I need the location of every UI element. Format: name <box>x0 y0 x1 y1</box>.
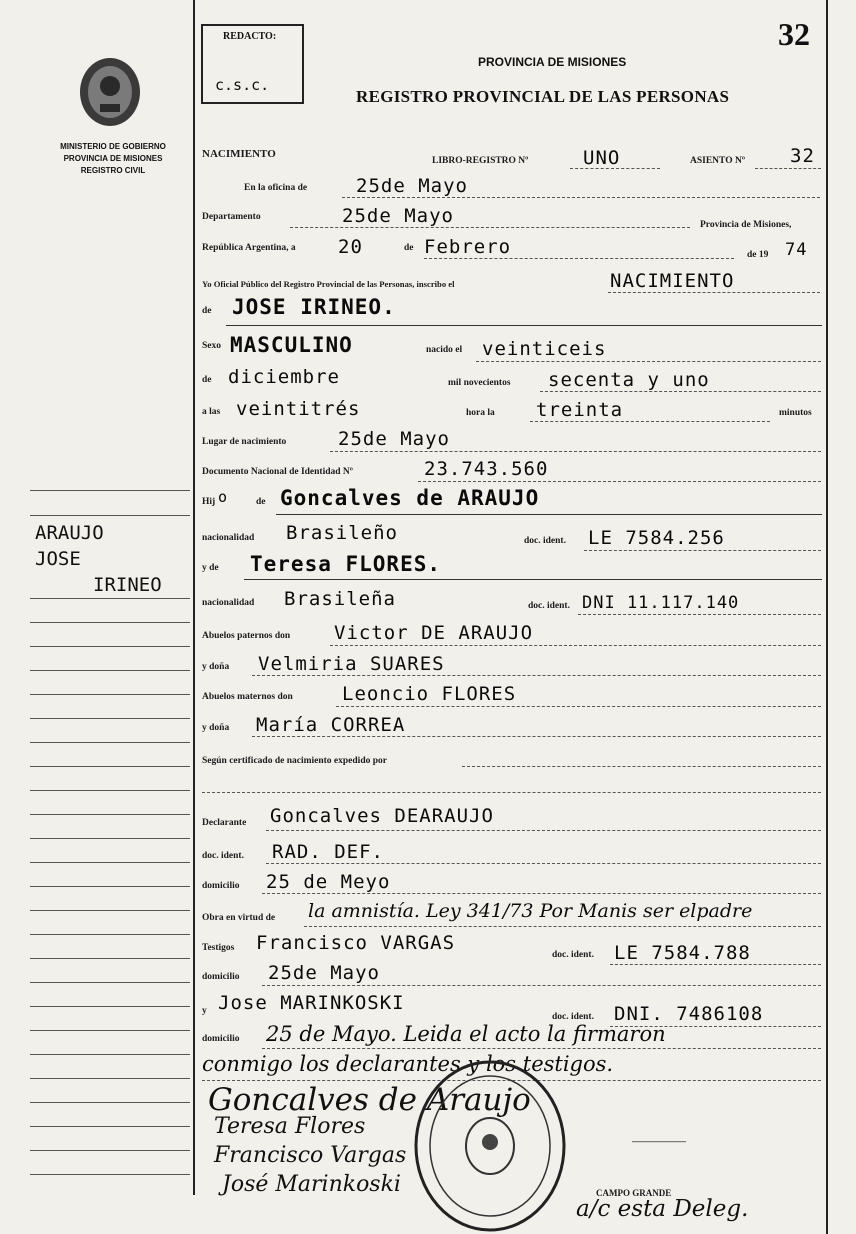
horas-label: hora la <box>466 408 495 418</box>
declarante-label: Declarante <box>202 818 247 828</box>
departamento-value: 25de Mayo <box>342 205 454 227</box>
y-label: y <box>202 1006 207 1016</box>
obra-label: Obra en virtud de <box>202 913 276 923</box>
y-de-label: y de <box>202 563 219 573</box>
official-stamp-text: —————— <box>632 1136 686 1146</box>
nac-padre-value: Brasileño <box>286 522 398 544</box>
official-seal-icon <box>412 1058 568 1234</box>
testigos-label: Testigos <box>202 943 235 953</box>
provincia-label: Provincia de Misiones, <box>700 220 792 230</box>
dni-value: 23.743.560 <box>424 458 549 480</box>
margin-middlename: IRINEO <box>93 574 162 596</box>
de2-label: de <box>202 306 212 316</box>
dom-t1-value: 25de Mayo <box>268 962 380 984</box>
province-label: PROVINCIA DE MISIONES <box>63 154 163 163</box>
nac-madre-value: Brasileña <box>284 588 396 610</box>
departamento-label: Departamento <box>202 212 261 222</box>
ministry-label: MINISTERIO DE GOBIERNO <box>60 142 166 151</box>
margin-divider <box>193 0 195 1195</box>
segun-label: Según certificado de nacimiento expedido por <box>202 756 387 766</box>
doc-t1-label: doc. ident. <box>552 950 594 960</box>
abuelos-pat-label: Abuelos paternos don <box>202 631 291 641</box>
doc-padre-label: doc. ident. <box>524 536 566 546</box>
abuela-pat-value: Velmiria SUARES <box>258 653 445 675</box>
doc-t2-label: doc. ident. <box>552 1012 594 1022</box>
padre-value: Goncalves de ARAUJO <box>280 486 540 510</box>
signature-witness-1: Francisco Vargas <box>214 1143 407 1168</box>
abuelos-mat-label: Abuelos maternos don <box>202 692 293 702</box>
obra-value: la amnistía. Ley 341/73 Por Manis ser elpadre <box>308 900 753 922</box>
signature-witness-2: José Marinkoski <box>222 1172 401 1197</box>
anio-label: de 19 <box>747 250 769 260</box>
documento-label: Documento Nacional de Identidad Nº <box>202 467 353 477</box>
asiento-label: ASIENTO Nº <box>690 156 745 166</box>
redactor-initials: c.s.c. <box>215 76 270 94</box>
dom-decl-label: domicilio <box>202 881 240 891</box>
madre-value: Teresa FLORES. <box>250 552 442 576</box>
hijo-suffix: o <box>218 488 229 506</box>
redactor-box <box>201 24 304 104</box>
inscribe-value: NACIMIENTO <box>610 270 735 292</box>
doc-t1-value: LE 7584.788 <box>614 942 751 964</box>
asiento-value: 32 <box>790 145 815 167</box>
abuelo-pat-value: Victor DE ARAUJO <box>334 622 534 644</box>
mes-value: Febrero <box>424 236 512 258</box>
nombre-value: JOSE IRINEO. <box>232 295 396 319</box>
section-label: NACIMIENTO <box>202 148 276 160</box>
libro-label: LIBRO-REGISTRO Nº <box>432 156 529 166</box>
oficina-label: En la oficina de <box>244 183 308 193</box>
mil-label: mil novecientos <box>448 378 511 388</box>
de-label: de <box>404 243 414 253</box>
margin-firstname: JOSE <box>35 548 81 570</box>
dom-t1-label: domicilio <box>202 972 240 982</box>
coat-of-arms-icon <box>74 52 146 132</box>
dom-t2-label: domicilio <box>202 1034 240 1044</box>
nacionalidad-madre-label: nacionalidad <box>202 598 255 608</box>
de3-label: de <box>202 375 212 385</box>
hijo-label: Hij <box>202 497 216 507</box>
margin-name-note <box>35 520 162 598</box>
dom-t2-value: 25 de Mayo. Leida el acto la firmaron <box>266 1022 666 1046</box>
right-border <box>826 0 828 1234</box>
testigo1-value: Francisco VARGAS <box>256 932 456 954</box>
sexo-label: Sexo <box>202 341 221 351</box>
abuelo-mat-value: Leoncio FLORES <box>342 683 517 705</box>
province-title: PROVINCIA DE MISIONES <box>478 55 627 69</box>
official-place: CAMPO GRANDE <box>596 1188 672 1198</box>
oficina-value: 25de Mayo <box>356 175 468 197</box>
doc-decl-label: doc. ident. <box>202 851 244 861</box>
alas-label: a las <box>202 407 221 417</box>
oficial-label: Yo Oficial Público del Registro Provincial de las Personas, inscribo el <box>202 279 455 289</box>
registry-title: REGISTRO PROVINCIAL DE LAS PERSONAS <box>356 87 730 106</box>
lugar-value: 25de Mayo <box>338 428 450 450</box>
republica-label: República Argentina, a <box>202 243 296 253</box>
declarante-value: Goncalves DEARAUJO <box>270 805 494 827</box>
doc-padre-value: LE 7584.256 <box>588 527 725 549</box>
minutos-value: treinta <box>536 399 624 421</box>
nacido-label: nacido el <box>426 345 463 355</box>
signature-declarant: Goncalves de Araujo <box>208 1082 531 1118</box>
redactor-label: REDACTO: <box>223 31 277 42</box>
dom-decl-value: 25 de Meyo <box>266 871 391 893</box>
doc-t2-value: DNI. 7486108 <box>614 1003 764 1025</box>
sexo-value: MASCULINO <box>230 333 353 357</box>
dia-value: 20 <box>338 236 363 258</box>
dona-pat-label: y doña <box>202 662 230 672</box>
anio-nac-value: secenta y uno <box>548 369 710 391</box>
official-note: a/c esta Deleg. <box>576 1196 749 1222</box>
nacionalidad-label: nacionalidad <box>202 533 255 543</box>
libro-value: UNO <box>583 147 621 169</box>
lugar-label: Lugar de nacimiento <box>202 437 287 447</box>
abuela-mat-value: María CORREA <box>256 714 406 736</box>
doc-madre-value: DNI 11.117.140 <box>582 593 740 613</box>
signature-mother: Teresa Flores <box>214 1114 366 1139</box>
mes-nac-value: diciembre <box>228 366 340 388</box>
dona-mat-label: y doña <box>202 723 230 733</box>
civil-registry-label: REGISTRO CIVIL <box>80 166 146 175</box>
doc-decl-value: RAD. DEF. <box>272 841 384 863</box>
nacido-value: veinticeis <box>482 338 607 360</box>
minutos-label: minutos <box>779 408 812 418</box>
margin-surname: ARAUJO <box>35 522 104 544</box>
testigo2-value: Jose MARINKOSKI <box>218 992 405 1014</box>
anio-value: 74 <box>785 240 808 260</box>
doc-madre-label: doc. ident. <box>528 601 570 611</box>
page-number: 32 <box>778 16 810 52</box>
de4-label: de <box>256 497 266 507</box>
closing-statement: conmigo los declarantes y los testigos. <box>202 1052 614 1076</box>
hora-value: veintitrés <box>236 398 361 420</box>
